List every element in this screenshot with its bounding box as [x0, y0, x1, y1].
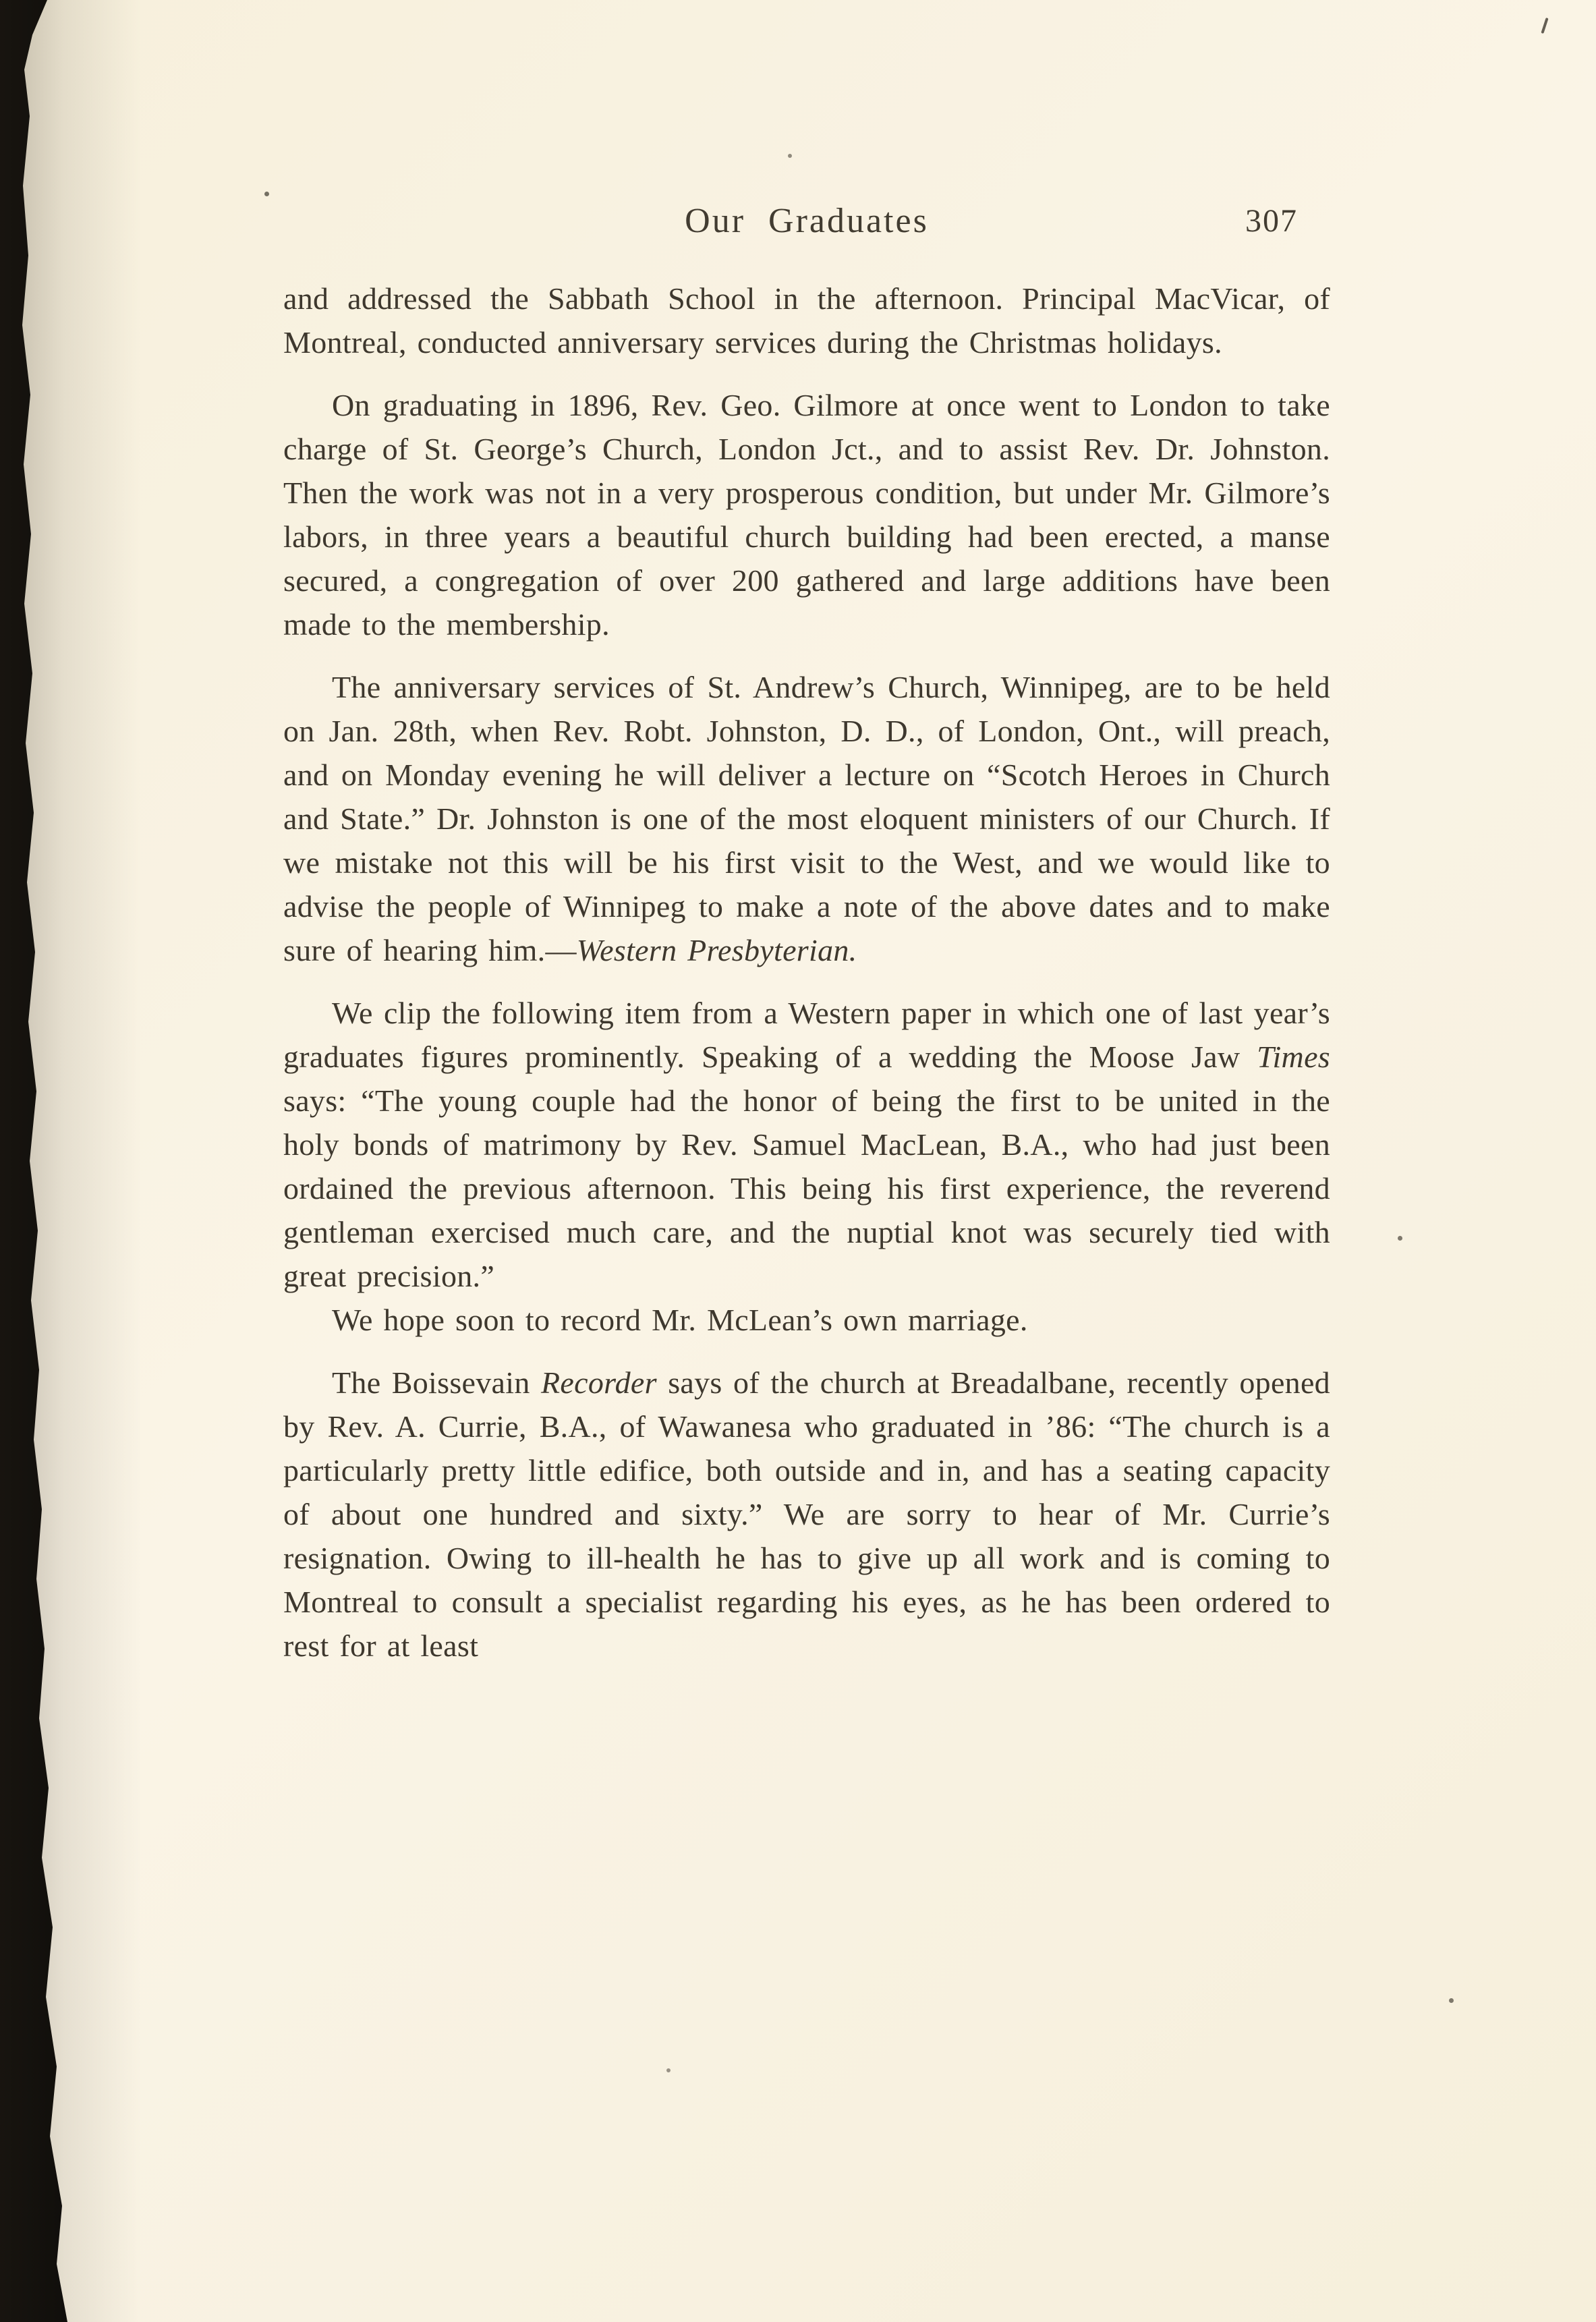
paragraph-moose-jaw-wedding	[283, 991, 1330, 1298]
publication-name: Western Presbyterian.	[576, 933, 857, 967]
paragraph-text: and addressed the Sabbath School in the afternoon. Principal MacVicar, of Montreal, conducted anniversary services during the Christmas holidays.	[283, 281, 1330, 360]
scan-speck	[788, 154, 792, 158]
paragraph-text: The Boissevain	[332, 1365, 541, 1400]
page-body	[283, 277, 1330, 1668]
paragraph-text: We clip the following item from a Western paper in which one of last year’s graduates figures prominently. Speaking of a wedding the Moose Jaw	[283, 996, 1330, 1074]
paragraph-mclean-marriage	[283, 1298, 1330, 1342]
paragraph-text: The anniversary services of St. Andrew’s Church, Winnipeg, are to be held on Jan. 28th, when Rev. Robt. Johnston, D. D., of London, Ont., will preach, and on Monday evening he will deliver a lecture on “Scotch Heroes in Church and State.” Dr. Johnston is one of the most eloquent ministers of our Church. If we mistake not this will be his first visit to the West, and we would like to advise the people of Winnipeg to make a note of the above dates and to make sure of hearing him.—	[283, 670, 1330, 967]
page-content	[283, 201, 1330, 1668]
paragraph-text: We hope soon to record Mr. McLean’s own marriage.	[332, 1303, 1028, 1337]
scan-binding-edge	[0, 0, 74, 2322]
scan-speck	[1449, 1998, 1454, 2003]
paragraph-gilmore-london	[283, 383, 1330, 646]
paragraph-st-andrews-anniversary	[283, 665, 1330, 972]
scan-speck	[264, 192, 269, 196]
paragraph-text: On graduating in 1896, Rev. Geo. Gilmore at once went to London to take charge of St. George’s Church, London Jct., and to assist Rev. Dr. Johnston. Then the work was not in a very prosperous condition, but under Mr. Gilmore’s labors, in three years a beautiful church building had been erected, a manse secured, a congregation of over 200 gathered and large additions have been made to the membership.	[283, 388, 1330, 642]
paragraph-boissevain-recorder	[283, 1361, 1330, 1668]
scan-speck	[666, 2068, 671, 2072]
page-header	[283, 201, 1330, 243]
page-title: Our Graduates	[685, 202, 929, 240]
page-number: 307	[1245, 203, 1298, 239]
publication-name: Times	[1257, 1040, 1330, 1074]
scan-tick-mark	[1541, 18, 1548, 34]
paragraph-continuation-sabbath-school	[283, 277, 1330, 364]
publication-name: Recorder	[541, 1365, 657, 1400]
scan-speck	[1398, 1236, 1402, 1241]
paragraph-text: says: “The young couple had the honor of being the first to be united in the holy bonds of matrimony by Rev. Samuel MacLean, B.A., who had just been ordained the previous afternoon. This being his first experience, the reverend gentleman exercised much care, and the nuptial knot was securely tied with great precision.”	[283, 1083, 1330, 1293]
paragraph-text: says of the church at Breadalbane, recently opened by Rev. A. Currie, B.A., of Wawanesa who graduated in ’86: “The church is a particularly pretty little edifice, both outside and in, and has a seating capacity of about one hundred and sixty.” We are sorry to hear of Mr. Currie’s resignation. Owing to ill-health he has to give up all work and is coming to Montreal to consult a specialist regarding his eyes, as he has been ordered to rest for at least	[283, 1365, 1330, 1663]
